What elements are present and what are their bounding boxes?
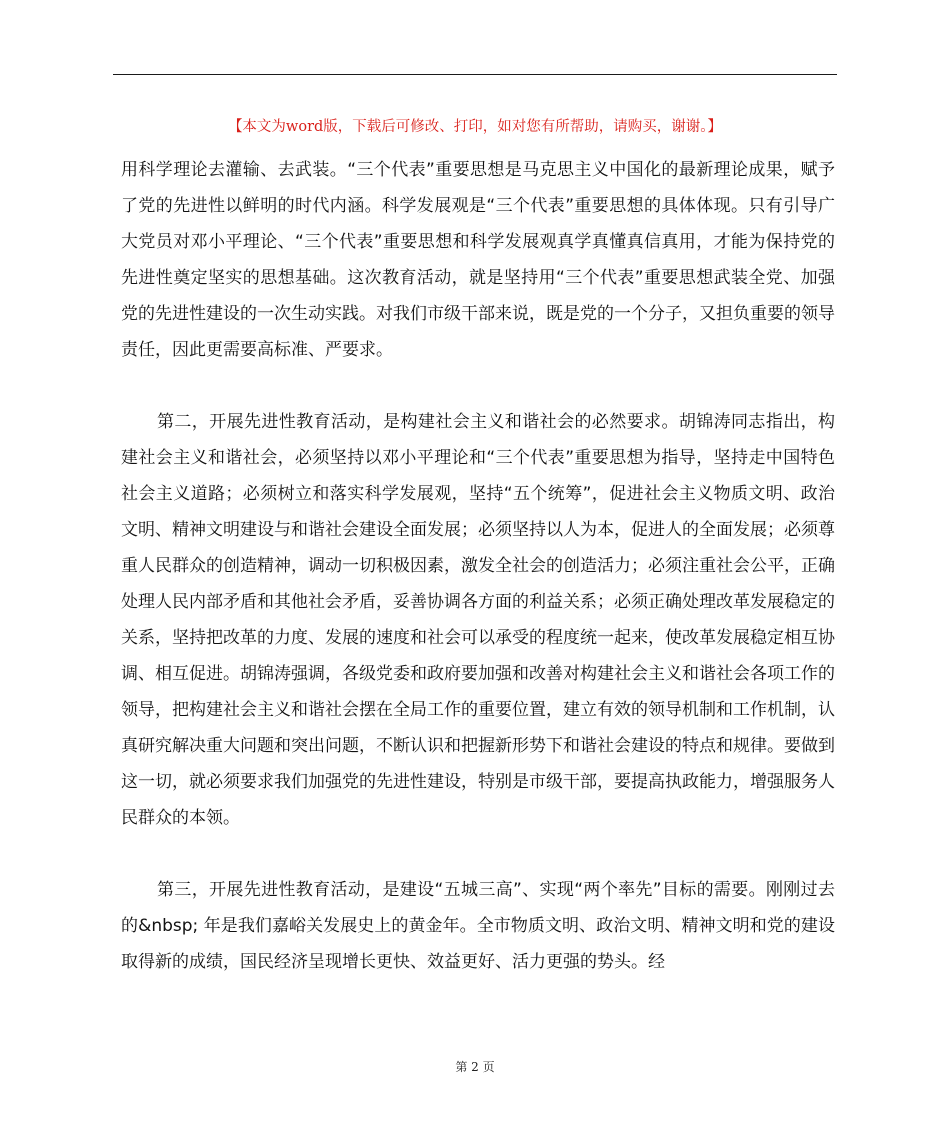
paragraph-gap	[121, 836, 835, 872]
paragraph-third-point: 第三，开展先进性教育活动，是建设“五城三高”、实现“两个率先”目标的需要。刚刚过去的&nbsp; 年是我们嘉峪关发展史上的黄金年。全市物质文明、政治文明、精神文明和党的建设取得新的成绩，国民经济呈现增长更快、效益更好、活力更强的势头。经	[121, 880, 835, 972]
paragraph-second-point: 第二，开展先进性教育活动，是构建社会主义和谐社会的必然要求。胡锦涛同志指出，构建社会主义和谐社会，必须坚持以邓小平理论和“三个代表”重要思想为指导，坚持走中国特色社会主义道路；必须树立和落实科学发展观，坚持“五个统筹”，促进社会主义物质文明、政治文明、精神文明建设与和谐社会建设全面发展；必须坚持以人为本，促进人的全面发展；必须尊重人民群众的创造精神，调动一切积极因素，激发全社会的创造活力；必须注重社会公平，正确处理人民内部矛盾和其他社会矛盾，妥善协调各方面的利益关系；必须正确处理改革发展稳定的关系，坚持把改革的力度、发展的速度和社会可以承受的程度统一起来，使改革发展稳定相互协调、相互促进。胡锦涛强调，各级党委和政府要加强和改善对构建社会主义和谐社会各项工作的领导，把构建社会主义和谐社会摆在全局工作的重要位置，建立有效的领导机制和工作机制，认真研究解决重大问题和突出问题，不断认识和把握新形势下和谐社会建设的特点和规律。要做到这一切，就必须要求我们加强党的先进性建设，特别是市级干部，要提高执政能力，增强服务人民群众的本领。	[121, 412, 835, 828]
document-body	[121, 152, 835, 980]
word-version-notice: 【本文为word版，下载后可修改、打印，如对您有所帮助，请购买，谢谢。】	[227, 119, 723, 135]
paragraph-gap	[121, 368, 835, 404]
header-rule	[113, 74, 837, 75]
paragraph-continuation: 用科学理论去灌输、去武装。“三个代表”重要思想是马克思主义中国化的最新理论成果，赋予了党的先进性以鲜明的时代内涵。科学发展观是“三个代表”重要思想的具体体现。只有引导广大党员对邓小平理论、“三个代表”重要思想和科学发展观真学真懂真信真用，才能为保持党的先进性奠定坚实的思想基础。这次教育活动，就是坚持用“三个代表”重要思想武装全党、加强党的先进性建设的一次生动实践。对我们市级干部来说，既是党的一个分子，又担负重要的领导责任，因此更需要高标准、严要求。	[121, 160, 835, 360]
page-number: 第 2 页	[455, 1060, 495, 1074]
